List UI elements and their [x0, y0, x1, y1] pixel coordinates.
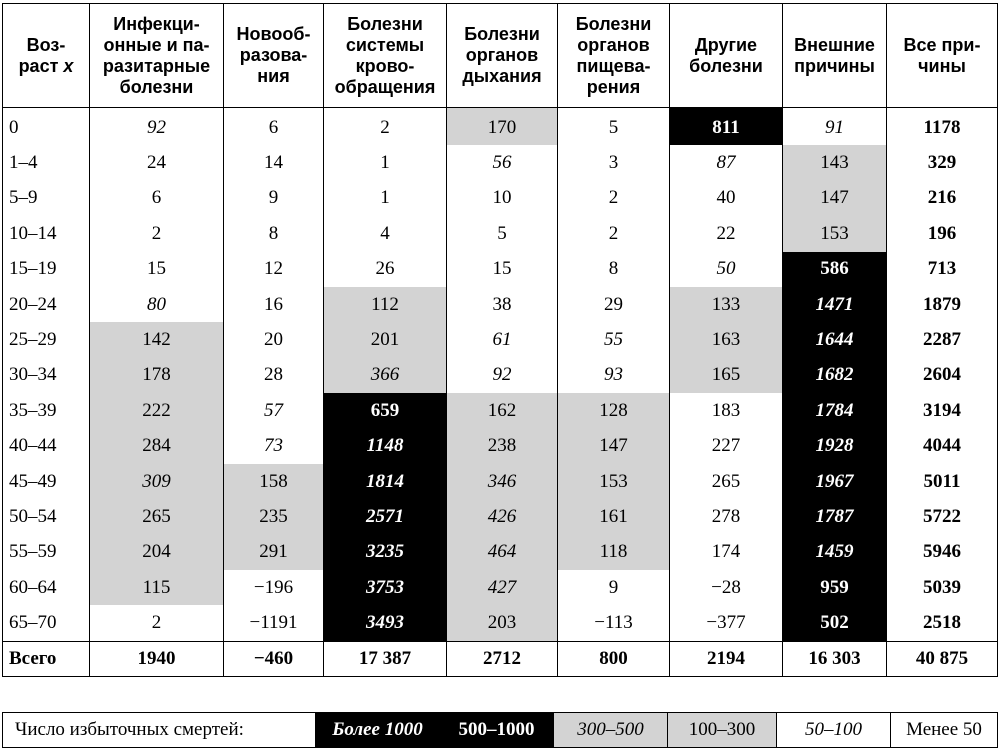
table-cell: 142 [90, 322, 224, 357]
table-cell: 3 [558, 145, 670, 180]
total-value: 16 303 [783, 641, 887, 676]
header-digestive [558, 4, 670, 108]
table-cell: 15 [447, 252, 558, 287]
table-row [3, 605, 998, 641]
table-cell: 80 [90, 287, 224, 322]
legend-label: Число избыточных смертей: [3, 713, 316, 748]
table-row [3, 181, 998, 216]
header-all-causes [887, 4, 998, 108]
table-cell: 3235 [324, 535, 447, 570]
age-cell: 25–29 [3, 322, 90, 357]
table-cell: 366 [324, 358, 447, 393]
table-cell: 14 [224, 145, 324, 180]
table-cell: 1928 [783, 429, 887, 464]
table-row [3, 535, 998, 570]
table-cell: 161 [558, 499, 670, 534]
age-cell: 45–49 [3, 464, 90, 499]
table-cell: 8 [224, 216, 324, 251]
table-cell: 2 [558, 216, 670, 251]
table-cell: 16 [224, 287, 324, 322]
table-cell: 165 [670, 358, 783, 393]
header-line: разова- [239, 45, 308, 65]
table-cell: 204 [90, 535, 224, 570]
table-row [3, 216, 998, 251]
table-cell: 143 [783, 145, 887, 180]
table-cell: 427 [447, 570, 558, 605]
header-line: крово- [355, 55, 415, 76]
legend-item: Более 1000 [316, 713, 440, 748]
table-cell: 128 [558, 393, 670, 428]
age-cell: 10–14 [3, 216, 90, 251]
table-cell: −196 [224, 570, 324, 605]
table-cell: 92 [90, 108, 224, 146]
table-cell: 5 [558, 108, 670, 146]
header-line: обращения [334, 76, 436, 97]
table-cell: 6 [224, 108, 324, 146]
table-cell: 38 [447, 287, 558, 322]
table-cell: 163 [670, 322, 783, 357]
age-cell: 35–39 [3, 393, 90, 428]
table-row [3, 429, 998, 464]
table-cell: 115 [90, 570, 224, 605]
table-cell: −1191 [224, 605, 324, 641]
table-cell: 153 [558, 464, 670, 499]
age-cell: 30–34 [3, 358, 90, 393]
age-variable: x [63, 55, 74, 76]
table-cell: 426 [447, 499, 558, 534]
age-cell: 65–70 [3, 605, 90, 641]
table-cell: 26 [324, 252, 447, 287]
total-cell: 2604 [887, 358, 998, 393]
table-cell: 201 [324, 322, 447, 357]
header-line: Болезни [347, 13, 423, 34]
table-cell: 87 [670, 145, 783, 180]
total-cell: 5011 [887, 464, 998, 499]
table-cell: −28 [670, 570, 783, 605]
age-cell: 0 [3, 108, 90, 146]
table-cell: 6 [90, 181, 224, 216]
table-cell: 8 [558, 252, 670, 287]
legend-item: 500–1000 [440, 713, 554, 748]
header-line: чины [918, 55, 966, 76]
table-cell: 2 [558, 181, 670, 216]
table-row [3, 393, 998, 428]
header-line: Инфекци- [113, 13, 200, 34]
table-cell: 2 [90, 216, 224, 251]
header-line: рения [586, 76, 641, 97]
table-cell: 1 [324, 145, 447, 180]
header-infectious [90, 4, 224, 108]
table-cell: 1967 [783, 464, 887, 499]
table-row [3, 287, 998, 322]
total-cell: 5722 [887, 499, 998, 534]
table-cell: 238 [447, 429, 558, 464]
table-cell: 346 [447, 464, 558, 499]
header-line: органов [577, 34, 650, 55]
legend-row [3, 713, 998, 748]
table-row [3, 499, 998, 534]
legend-item: Менее 50 [891, 713, 998, 748]
table-cell: 1644 [783, 322, 887, 357]
table-cell: 9 [224, 181, 324, 216]
table-cell: −377 [670, 605, 783, 641]
total-cell: 4044 [887, 429, 998, 464]
table-cell: 91 [783, 108, 887, 146]
table-cell: 183 [670, 393, 783, 428]
header-line: пищева- [576, 55, 651, 76]
table-cell: 203 [447, 605, 558, 641]
table-row [3, 570, 998, 605]
table-cell: 61 [447, 322, 558, 357]
table-cell: 1814 [324, 464, 447, 499]
table-cell: 22 [670, 216, 783, 251]
total-label: Всего [3, 641, 90, 676]
total-row [3, 641, 998, 676]
table-cell: 265 [670, 464, 783, 499]
table-body [3, 108, 998, 642]
header-line: Другие [694, 34, 758, 55]
age-cell: 55–59 [3, 535, 90, 570]
legend-item: 100–300 [668, 713, 777, 748]
header-line: онные и па- [103, 34, 210, 55]
header-line: системы [345, 34, 425, 55]
total-cell: 329 [887, 145, 998, 180]
table-cell: 227 [670, 429, 783, 464]
total-cell: 1879 [887, 287, 998, 322]
table-cell: 158 [224, 464, 324, 499]
total-cell: 5039 [887, 570, 998, 605]
table-cell: 170 [447, 108, 558, 146]
table-cell: 15 [90, 252, 224, 287]
table-cell: 9 [558, 570, 670, 605]
header-line: ния [257, 66, 290, 86]
table-cell: 659 [324, 393, 447, 428]
total-cell: 2287 [887, 322, 998, 357]
table-cell: −113 [558, 605, 670, 641]
table-cell: 50 [670, 252, 783, 287]
table-cell: 56 [447, 145, 558, 180]
total-cell: 196 [887, 216, 998, 251]
table-cell: 3753 [324, 570, 447, 605]
legend-item: 50–100 [777, 713, 891, 748]
table-cell: 10 [447, 181, 558, 216]
table-cell: 28 [224, 358, 324, 393]
table-cell: 2 [90, 605, 224, 641]
table-cell: 29 [558, 287, 670, 322]
table-cell: 811 [670, 108, 783, 146]
total-value: 40 875 [887, 641, 998, 676]
table-cell: 1459 [783, 535, 887, 570]
total-cell: 216 [887, 181, 998, 216]
header-age [3, 4, 90, 108]
table-cell: 278 [670, 499, 783, 534]
header-line: причины [794, 55, 875, 76]
table-cell: 235 [224, 499, 324, 534]
table-cell: 586 [783, 252, 887, 287]
header-row [3, 4, 998, 108]
table-cell: 959 [783, 570, 887, 605]
total-cell: 713 [887, 252, 998, 287]
table-cell: 118 [558, 535, 670, 570]
table-cell: 3493 [324, 605, 447, 641]
header-line: Болезни [575, 13, 652, 34]
table-cell: 1682 [783, 358, 887, 393]
table-cell: 162 [447, 393, 558, 428]
table-cell: 464 [447, 535, 558, 570]
header-line: Внешние [794, 34, 875, 55]
table-cell: 284 [90, 429, 224, 464]
header-line: разитарные [102, 55, 211, 76]
total-value: 2194 [670, 641, 783, 676]
header-line: Новооб- [236, 24, 311, 44]
age-cell: 60–64 [3, 570, 90, 605]
table-cell: 133 [670, 287, 783, 322]
table-cell: 5 [447, 216, 558, 251]
table-cell: 24 [90, 145, 224, 180]
total-cell: 2518 [887, 605, 998, 641]
legend [2, 712, 998, 748]
table-cell: 2 [324, 108, 447, 146]
table-cell: 291 [224, 535, 324, 570]
header-external [783, 4, 887, 108]
header-respiratory [447, 4, 558, 108]
age-cell: 40–44 [3, 429, 90, 464]
table-row [3, 108, 998, 146]
total-cell: 3194 [887, 393, 998, 428]
total-cell: 1178 [887, 108, 998, 146]
table-cell: 55 [558, 322, 670, 357]
age-cell: 20–24 [3, 287, 90, 322]
total-value: 1940 [90, 641, 224, 676]
header-line: дыхания [462, 66, 542, 86]
table-row [3, 464, 998, 499]
table-cell: 20 [224, 322, 324, 357]
header-line: болезни [119, 76, 194, 97]
table-cell: 174 [670, 535, 783, 570]
table-cell: 1471 [783, 287, 887, 322]
header-neoplasms [224, 4, 324, 108]
table-cell: 265 [90, 499, 224, 534]
table-cell: 1784 [783, 393, 887, 428]
age-cell: 5–9 [3, 181, 90, 216]
header-circulatory [324, 4, 447, 108]
total-value: 800 [558, 641, 670, 676]
table-cell: 92 [447, 358, 558, 393]
table-cell: 147 [558, 429, 670, 464]
table-cell: 153 [783, 216, 887, 251]
table-cell: 40 [670, 181, 783, 216]
table-cell: 12 [224, 252, 324, 287]
table-cell: 112 [324, 287, 447, 322]
table-cell: 73 [224, 429, 324, 464]
table-cell: 309 [90, 464, 224, 499]
table-cell: 4 [324, 216, 447, 251]
table-cell: 2571 [324, 499, 447, 534]
table-cell: 502 [783, 605, 887, 641]
total-cell: 5946 [887, 535, 998, 570]
table-cell: 1 [324, 181, 447, 216]
table-row [3, 252, 998, 287]
table-row [3, 358, 998, 393]
age-cell: 15–19 [3, 252, 90, 287]
table-cell: 57 [224, 393, 324, 428]
total-value: 2712 [447, 641, 558, 676]
table-cell: 147 [783, 181, 887, 216]
header-line: Болезни [464, 24, 540, 44]
header-line: раст [18, 55, 64, 76]
total-value: −460 [224, 641, 324, 676]
header-line: органов [465, 45, 539, 65]
age-cell: 50–54 [3, 499, 90, 534]
header-line: Все при- [903, 34, 981, 55]
table-cell: 222 [90, 393, 224, 428]
header-other [670, 4, 783, 108]
legend-item: 300–500 [554, 713, 668, 748]
table-cell: 178 [90, 358, 224, 393]
table-cell: 1787 [783, 499, 887, 534]
total-value: 17 387 [324, 641, 447, 676]
excess-deaths-table [2, 3, 998, 677]
table-row [3, 322, 998, 357]
header-line: Воз- [26, 34, 66, 55]
table-cell: 1148 [324, 429, 447, 464]
header-line: болезни [689, 55, 763, 76]
age-cell: 1–4 [3, 145, 90, 180]
table-cell: 93 [558, 358, 670, 393]
table-row [3, 145, 998, 180]
